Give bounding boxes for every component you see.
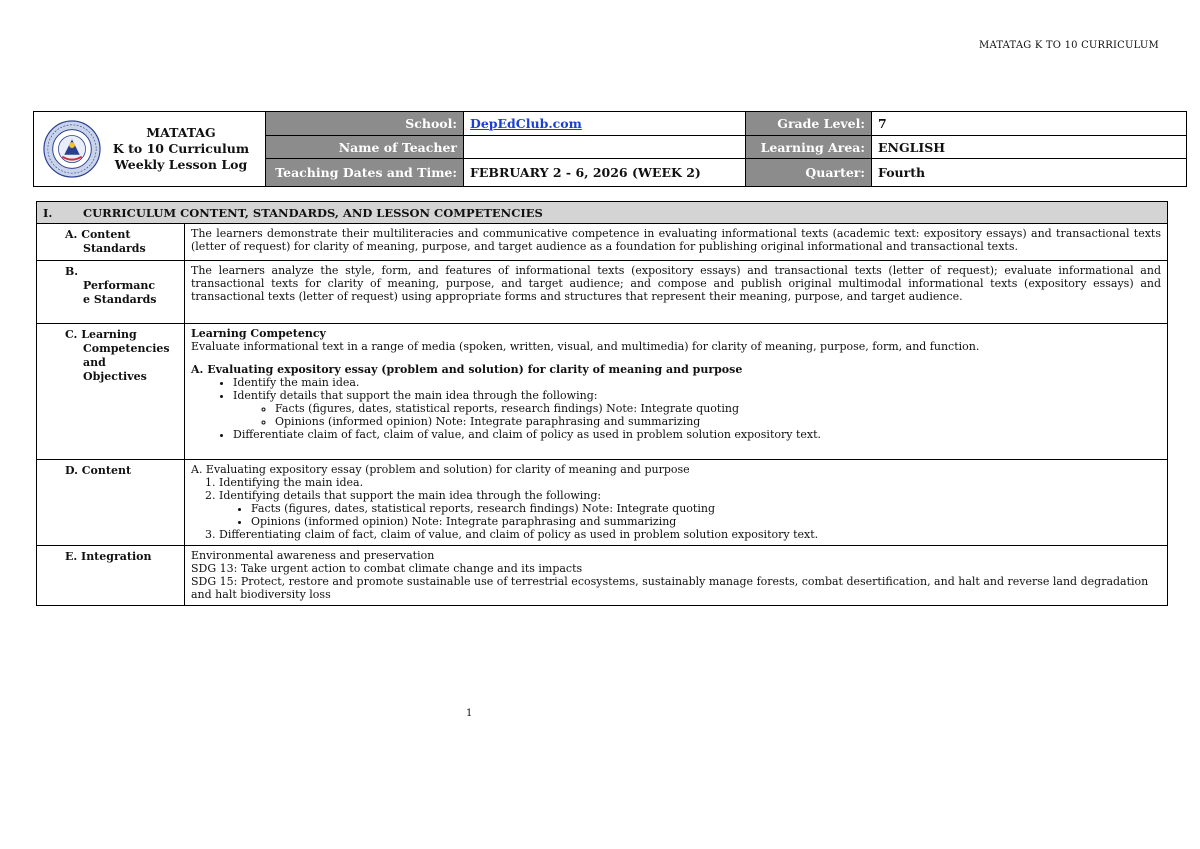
performance-standards-label-line1: B.: [65, 265, 79, 278]
section-number: I.: [43, 205, 53, 220]
content-standards-text: [185, 224, 1167, 260]
section-heading: [37, 202, 1167, 224]
quarter-value: Fourth: [878, 165, 926, 180]
school-link[interactable]: DepEdClub.com: [470, 116, 582, 131]
integration-label: E. Integration: [37, 546, 185, 605]
teacher-value: [464, 136, 746, 159]
content-standards-label-line1: A. Content: [65, 228, 131, 241]
content-item: [219, 489, 1161, 528]
performance-standards-label-line3: e Standards: [83, 293, 157, 306]
page-header: MATATAG K TO 10 CURRICULUM: [979, 40, 1159, 51]
competencies-label-line4: Objectives: [83, 370, 147, 383]
performance-standards-label: [37, 261, 185, 323]
header-title-line1: MATATAG: [146, 125, 216, 140]
objective-item: [233, 389, 1161, 428]
objective-item: • Identify the main idea.: [233, 376, 1161, 389]
learning-competency-heading: Learning Competency: [191, 327, 326, 340]
header-title-line2: K to 10 Curriculum: [112, 141, 250, 156]
content-row: [37, 460, 1167, 546]
deped-seal-icon: [43, 120, 101, 178]
school-label: School:: [266, 112, 464, 136]
grade-label: Grade Level:: [746, 112, 872, 136]
header-info-grid: [266, 112, 1186, 186]
content-standards-row: [37, 224, 1167, 261]
teacher-label: Name of Teacher: [266, 136, 464, 159]
content-standards-label: [37, 224, 185, 260]
competencies-label-line3: and: [83, 356, 106, 369]
dates-label: Teaching Dates and Time:: [266, 159, 464, 186]
competencies-row: [37, 324, 1167, 460]
school-value: [464, 112, 746, 136]
page-number: 1: [466, 708, 473, 719]
content-label: D. Content: [37, 460, 185, 545]
competencies-label-line2: Competencies: [83, 342, 170, 355]
content-text: [185, 460, 1167, 545]
header-title: [101, 125, 265, 173]
performance-standards-text: [185, 261, 1167, 323]
objective-item-text: Identify details that support the main idea through the following:: [233, 389, 598, 402]
learning-competency-text: Evaluate informational text in a range of media (spoken, written, visual, and multimedia) for clarity of meaning, purpose, form, and function.: [191, 340, 980, 353]
integration-line: SDG 15: Protect, restore and promote sustainable use of terrestrial ecosystems, sustainably manage forests, combat desertification, and halt and reverse land degradation and halt biodiversity loss: [191, 575, 1149, 601]
header-title-cell: [34, 112, 266, 186]
integration-line: SDG 13: Take urgent action to combat climate change and its impacts: [191, 562, 583, 575]
objective-subitem: ◦ Opinions (informed opinion) Note: Integrate paraphrasing and summarizing: [275, 415, 1161, 428]
lesson-log-header: [33, 111, 1187, 187]
objectives-heading: A. Evaluating expository essay (problem and solution) for clarity of meaning and purpose: [191, 363, 743, 376]
competencies-label: [37, 324, 185, 459]
learning-area-value: ENGLISH: [872, 136, 1186, 159]
curriculum-table: [36, 201, 1168, 606]
integration-text: [185, 546, 1167, 605]
quarter-label: Quarter:: [746, 159, 872, 186]
content-subitem: • Facts (figures, dates, statistical reports, research findings) Note: Integrate quoting: [251, 502, 1161, 515]
performance-standards-row: [37, 261, 1167, 324]
content-item: 3. Differentiating claim of fact, claim of value, and claim of policy as used in problem solution expository text.: [219, 528, 1161, 541]
integration-row: [37, 546, 1167, 605]
objective-sublist: [233, 402, 1161, 428]
learning-area-label: Learning Area:: [746, 136, 872, 159]
header-title-line3: Weekly Lesson Log: [114, 157, 248, 172]
content-standards-paragraph: The learners demonstrate their multiliteracies and communicative competence in evaluating informational texts (academic text: expository essays) and transactional texts (letter of request) for clarity of meaning, purpose, and target audience as a foundation for publishing original informational and transactional texts.: [191, 227, 1161, 253]
dates-value: FEBRUARY 2 - 6, 2026 (WEEK 2): [464, 159, 746, 186]
objective-item: • Differentiate claim of fact, claim of value, and claim of policy as used in problem solution expository text.: [233, 428, 1161, 441]
content-item-text: Identifying details that support the main idea through the following:: [219, 489, 602, 502]
section-title: CURRICULUM CONTENT, STANDARDS, AND LESSON COMPETENCIES: [83, 205, 543, 220]
performance-standards-paragraph: The learners analyze the style, form, and features of informational texts (expository essays) and transactional texts (letter of request); evaluate informational and transactional texts for clarity of meaning, purpose, and target audience; and compose and publish original multimodal informational texts (expository essays) and transactional texts (letter of request) using appropriate forms and structures that represent their meaning, purpose, and target audience.: [191, 264, 1161, 303]
integration-line: Environmental awareness and preservation: [191, 549, 435, 562]
content-subitem: • Opinions (informed opinion) Note: Integrate paraphrasing and summarizing: [251, 515, 1161, 528]
content-item: 1. Identifying the main idea.: [219, 476, 1161, 489]
content-heading: A. Evaluating expository essay (problem and solution) for clarity of meaning and purpose: [191, 463, 690, 476]
objectives-list: [191, 376, 1161, 441]
competencies-text: [185, 324, 1167, 459]
content-sublist: [219, 502, 1161, 528]
objective-subitem: ◦ Facts (figures, dates, statistical reports, research findings) Note: Integrate quoting: [275, 402, 1161, 415]
content-standards-label-line2: Standards: [83, 242, 146, 255]
performance-standards-label-line2: Performanc: [83, 279, 156, 292]
grade-value: 7: [872, 112, 1186, 136]
content-list: [191, 476, 1161, 541]
competencies-label-line1: C. Learning: [65, 328, 137, 341]
